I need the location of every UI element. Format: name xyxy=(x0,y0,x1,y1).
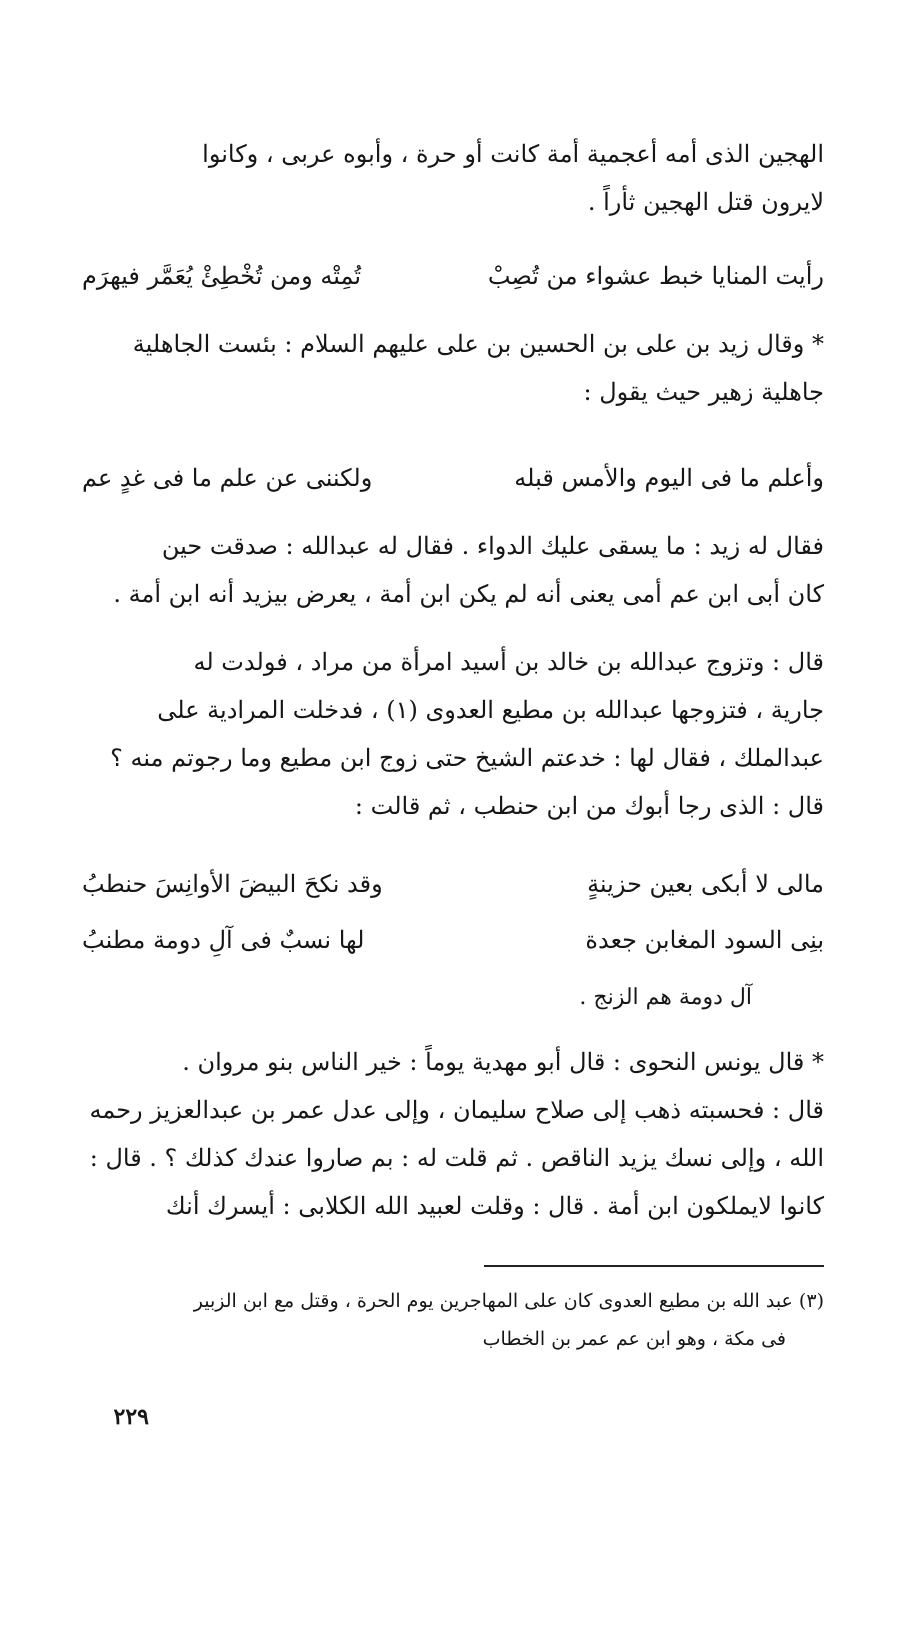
verse-second-hemistich: لها نسبٌ فى آلِ دومة مطنبُ xyxy=(82,926,365,954)
text-line: فقال له زيد : ما يسقى عليك الدواء . فقال له عبدالله : صدقت حين xyxy=(161,532,824,560)
text-line: كان أبى ابن عم أمى يعنى أنه لم يكن ابن أمة ، يعرض بيزيد أنه ابن أمة . xyxy=(113,580,824,608)
verse-second-hemistich: وقد نكحَ البيضَ الأوانِسَ حنطبُ xyxy=(82,870,383,898)
footnote-separator xyxy=(484,1265,824,1267)
paragraph-muradiya xyxy=(82,638,824,830)
verse-first-hemistich: رأيت المنايا خبط عشواء من تُصِبْ xyxy=(487,262,824,290)
footnote-line: فى مكة ، وهو ابن عم عمر بن الخطاب xyxy=(482,1328,786,1350)
verse-first-hemistich: بنِى السود المغابن جعدة xyxy=(585,926,824,954)
gloss-line: آل دومة هم الزنج . xyxy=(579,985,752,1010)
verse-first-hemistich: مالى لا أبكى بعين حزينةٍ xyxy=(587,870,824,898)
text-line: جارية ، فتزوجها عبدالله بن مطيع العدوى (١) ، فدخلت المرادية على xyxy=(157,696,824,724)
text-line: * قال يونس النحوى : قال أبو مهدية يوماً : خير الناس بنو مروان . xyxy=(182,1048,824,1076)
footnote-line: (٣) عبد الله بن مطيع العدوى كان على المهاجرين يوم الحرة ، وقتل مع ابن الزبير xyxy=(193,1290,824,1312)
verse-line xyxy=(82,860,824,908)
paragraph-yunus xyxy=(82,1038,824,1230)
text-line: عبدالملك ، فقال لها : خدعتم الشيخ حتى زوج ابن مطيع وما رجوتم منه ؟ xyxy=(110,744,824,772)
text-line: كانوا لايملكون ابن أمة . قال : وقلت لعبيد الله الكلابى : أيسرك أنك xyxy=(165,1192,824,1220)
page-number: ٢٢٩ xyxy=(113,1404,149,1430)
paragraph-abdallah-reply xyxy=(82,522,824,618)
footnote xyxy=(82,1282,824,1358)
paragraph-hajin xyxy=(82,130,824,226)
verse-line xyxy=(82,252,824,300)
verse-first-hemistich: وأعلم ما فى اليوم والأمس قبله xyxy=(514,464,824,492)
text-line: الله ، وإلى نسك يزيد الناقص . ثم قلت له : بم صاروا عندك كذلك ؟ . قال : xyxy=(89,1144,824,1172)
verse-second-hemistich: تُمِتْه ومن تُخْطِئْ يُعَمَّر فيهرَم xyxy=(82,262,362,290)
text-line: الهجين الذى أمه أعجمية أمة كانت أو حرة ، وأبوه عربى ، وكانوا xyxy=(202,140,824,168)
text-line: قال : الذى رجا أبوك من ابن حنطب ، ثم قالت : xyxy=(354,792,824,820)
text-line: جاهلية زهير حيث يقول : xyxy=(583,378,824,406)
text-line: لايرون قتل الهجين ثأراً . xyxy=(587,188,824,216)
verse-line xyxy=(82,916,824,964)
verse-line xyxy=(82,454,824,502)
text-line: قال : فحسبته ذهب إلى صلاح سليمان ، وإلى عدل عمر بن عبدالعزيز رحمه xyxy=(89,1096,824,1124)
text-line: قال : وتزوج عبدالله بن خالد بن أسيد امرأة من مراد ، فولدت له xyxy=(193,648,824,676)
text-line: * وقال زيد بن على بن الحسين بن على عليهم السلام : بئست الجاهلية xyxy=(132,330,824,358)
paragraph-zayd xyxy=(82,320,824,416)
verse-second-hemistich: ولكننى عن علم ما فى غدٍ عم xyxy=(82,464,373,492)
page-body xyxy=(82,130,824,1230)
